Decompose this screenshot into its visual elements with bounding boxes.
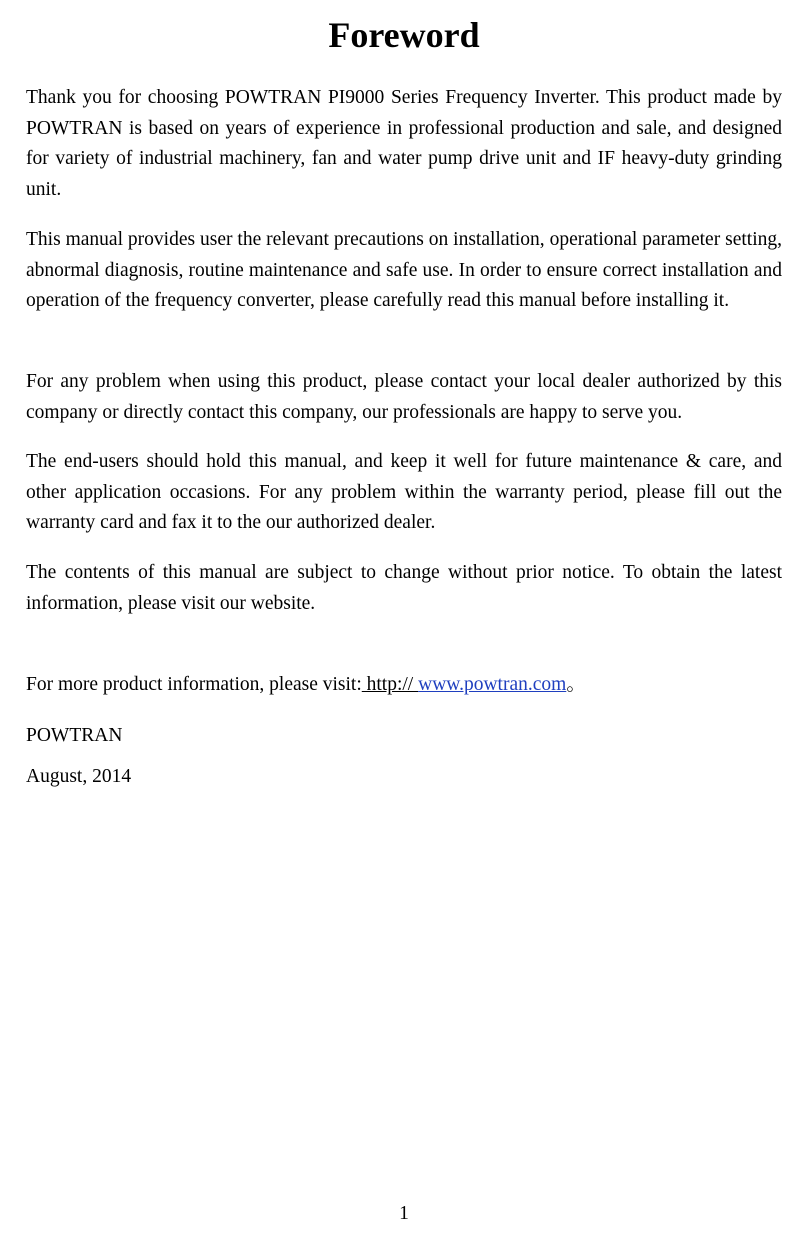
website-line-suffix: 。	[566, 674, 586, 695]
page-title: Foreword	[328, 15, 480, 55]
paragraph-intro: Thank you for choosing POWTRAN PI9000 Series Frequency Inverter. This product made by POWTRAN is based on years of experience in professional production and sale, and designed for variety of industrial machinery, fan and water pump drive unit and IF heavy-duty grinding unit.	[26, 87, 782, 200]
website-line-prefix: For more product information, please visit:	[26, 674, 362, 695]
paragraph-manual-purpose: This manual provides user the relevant precautions on installation, operational parameter setting, abnormal diagnosis, routine maintenance and safe use. In order to ensure correct installation and operation of the frequency converter, please carefully read this manual before installing it.	[26, 229, 782, 312]
paragraph-changes-notice: The contents of this manual are subject to change without prior notice. To obtain the latest information, please visit our website.	[26, 562, 782, 614]
publication-date: August, 2014	[26, 766, 132, 787]
website-line	[26, 670, 586, 700]
paragraph-contact: For any problem when using this product, please contact your local dealer authorized by this company or directly contact this company, our professionals are happy to serve you.	[26, 371, 782, 423]
page-number: 1	[399, 1203, 409, 1224]
paragraph-warranty: The end-users should hold this manual, and keep it well for future maintenance & care, and other application occasions. For any problem within the warranty period, please fill out the warranty card and fax it to the our authorized dealer.	[26, 451, 782, 534]
company-name: POWTRAN	[26, 725, 123, 746]
website-link[interactable]: www.powtran.com	[418, 674, 567, 695]
website-link-protocol[interactable]: http://	[361, 674, 419, 695]
